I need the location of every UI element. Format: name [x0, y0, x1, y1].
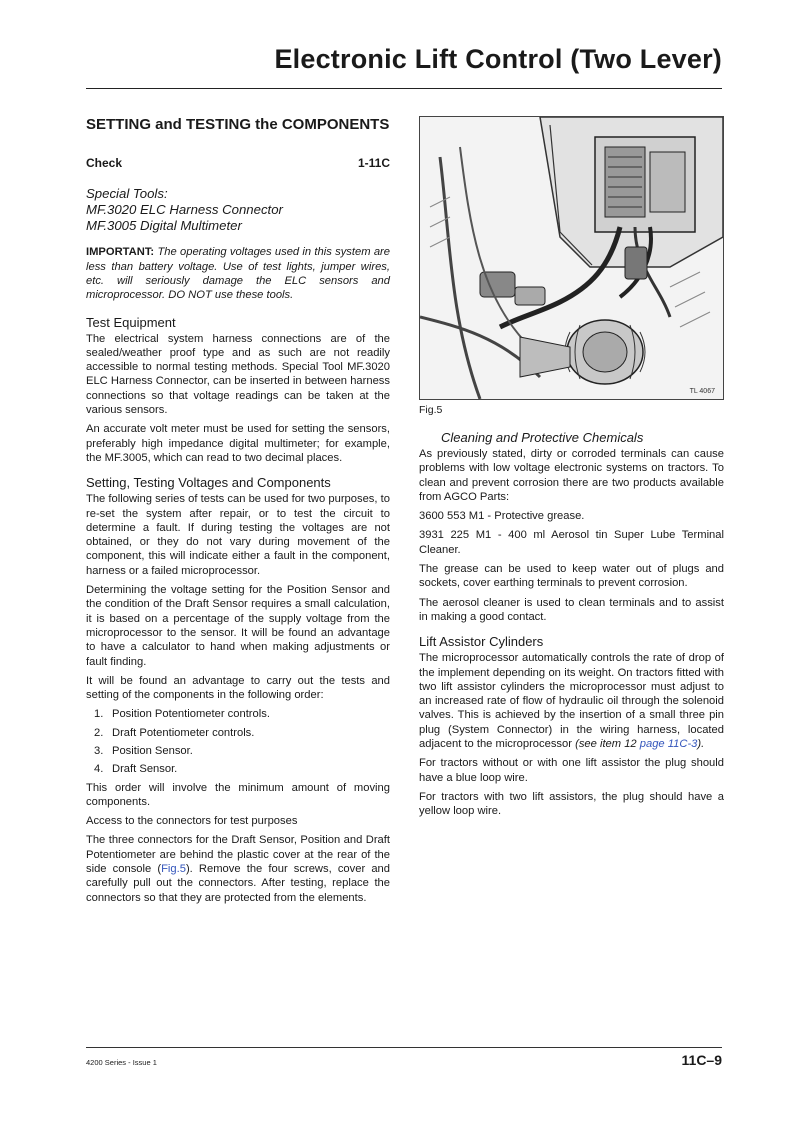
text-span: ).	[697, 738, 705, 751]
special-tool-item: MF.3020 ELC Harness Connector	[86, 201, 283, 217]
paragraph	[419, 651, 724, 751]
footer-rule	[86, 1047, 722, 1048]
list-text: Position Potentiometer controls.	[112, 708, 270, 721]
title-rule	[86, 88, 722, 89]
access-heading: Access to the connectors for test purposes	[86, 815, 298, 828]
list-number: 3.	[94, 745, 104, 757]
connector-illustration	[420, 117, 723, 399]
test-equipment-heading: Test Equipment	[86, 314, 176, 330]
paragraph: It will be found an advantage to carry out the tests and setting of the components in the following order:	[86, 674, 390, 702]
footer-series: 4200 Series - Issue 1	[86, 1058, 157, 1067]
paragraph: The following series of tests can be used for two purposes, to re-set the system after repair, or to test the circuit to determine a fault. If during testing the voltages are not obtained, or they do not vary during movement of the component, this will indicate either a fault in the component, harness or a failed microprocessor.	[86, 493, 390, 577]
product-item: 3931 225 M1 - 400 ml Aerosol tin Super Lube Terminal Cleaner.	[419, 529, 724, 556]
figure-photo	[419, 116, 724, 400]
text-span: (see item 12	[575, 738, 640, 751]
figure-code: TL 4067	[689, 388, 715, 395]
setting-heading: Setting, Testing Voltages and Components	[86, 475, 331, 491]
check-code: 1-11C	[357, 156, 390, 170]
page-title: Electronic Lift Control (Two Lever)	[274, 44, 722, 74]
paragraph: The aerosol cleaner is used to clean terminals and to assist in making a good contact.	[419, 596, 724, 623]
important-label: IMPORTANT:	[86, 246, 155, 259]
text-span: The microprocessor automatically controls the rate of drop of the implement depending on its weight. On tractors fitted with two lift assistor cylinders the microprocessor must adjust to an increased rate of flow of hydraulic oil through the solenoid valves. This is achieved by the insertion of a small three pin plug (System Connector) in the wiring harness, located adjacent to the microprocessor	[419, 652, 724, 751]
special-tools	[86, 186, 390, 233]
list-text: Draft Sensor.	[112, 763, 178, 776]
lift-heading: Lift Assistor Cylinders	[419, 634, 544, 650]
list-item	[86, 762, 390, 776]
paragraph	[86, 833, 390, 904]
paragraph: For tractors with two lift assistors, the plug should have a yellow loop wire.	[419, 790, 724, 818]
paragraph: The electrical system harness connections are of the sealed/weather proof type and as such are not readily accessible to normal testing methods. Special Tool MF.3020 ELC Harness Connector, can be inserted in between harness connections so that voltage readings can be taken at the various sensors.	[86, 332, 390, 417]
product-item: 3600 553 M1 - Protective grease.	[419, 510, 585, 523]
list-item	[86, 707, 390, 721]
special-tool-item: MF.3005 Digital Multimeter	[86, 217, 242, 233]
left-column	[86, 116, 390, 910]
paragraph: For tractors without or with one lift assistor the plug should have a blue loop wire.	[419, 757, 724, 784]
list-number: 2.	[94, 726, 104, 739]
important-note	[86, 245, 390, 302]
important-text: The operating voltages used in this system are less than battery voltage. Use of test lights, jumper wires, etc. will seriously damage the ELC sensors and microprocessor. DO NOT use these tools.	[86, 246, 390, 302]
figure-caption: Fig.5	[419, 404, 443, 416]
list-number: 1.	[94, 708, 104, 721]
check-label: Check	[86, 156, 123, 170]
cleaning-heading: Cleaning and Protective Chemicals	[441, 430, 644, 445]
test-order-list	[86, 707, 390, 776]
section-title: SETTING and TESTING the COMPONENTS	[86, 116, 390, 133]
paragraph: The grease can be used to keep water out of plugs and sockets, cover earthing terminals to prevent corrosion.	[419, 563, 724, 590]
paragraph: An accurate volt meter must be used for setting the sensors, preferably high impedance digital multimeter; for example, the MF.3005, which can read to two decimal places.	[86, 423, 390, 464]
paragraph: This order will involve the minimum amount of moving components.	[86, 781, 390, 808]
page-number: 11C–9	[681, 1052, 722, 1068]
list-text: Draft Potentiometer controls.	[112, 726, 255, 739]
figure-link[interactable]: Fig.5	[161, 863, 186, 876]
special-tools-heading: Special Tools:	[86, 186, 168, 201]
paragraph: As previously stated, dirty or corroded terminals can cause problems with low voltage electronic systems on tractors. To clean and prevent corrosion there are two products available from AGCO Parts:	[419, 448, 724, 503]
text-span: ). Remove the four screws, cover and carefully pull out the connectors. After testing, replace the connectors so that they are protected from the elements.	[86, 863, 390, 904]
check-row	[86, 156, 390, 170]
paragraph: Determining the voltage setting for the Position Sensor and the condition of the Draft Sensor requires a small calculation, it is based on a percentage of the supply voltage from the microprocessor to the sensor. It will be found an advantage to have a calculator to hand when making adjustments or fault finding.	[86, 584, 390, 668]
text-span: The three connectors for the Draft Sensor, Position and Draft Potentiometer are behind the plastic cover at the rear of the side console (	[86, 834, 390, 876]
right-column	[419, 116, 724, 824]
list-number: 4.	[94, 763, 104, 776]
list-item	[86, 744, 390, 758]
list-item	[86, 726, 390, 740]
list-text: Position Sensor.	[112, 745, 193, 757]
page-link[interactable]: page 11C-3	[639, 738, 698, 751]
